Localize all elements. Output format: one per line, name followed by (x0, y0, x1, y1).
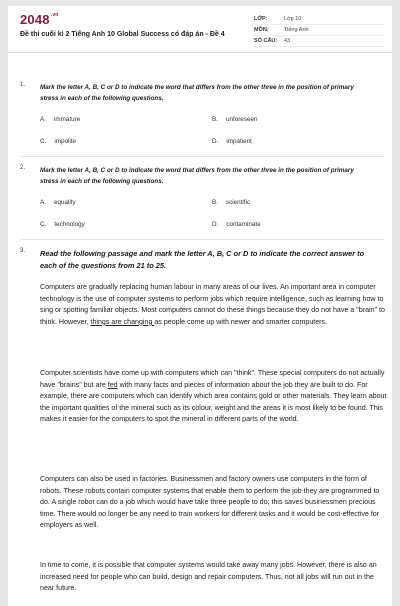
passage-paragraph-4: In time to come, it is possible that computer systems would take away many jobs. However, there is also an increased need for people who can build, design and repair computers. Thus, not all jobs will run out in the near future. (40, 561, 377, 593)
option-b[interactable] (212, 116, 257, 123)
option-letter: A. (40, 116, 46, 123)
meta-label: LỚP: (254, 16, 268, 22)
option-text: unforeseen (225, 116, 258, 123)
page-header (8, 6, 392, 53)
paragraph-text: with many facts and pieces of information about the job they are built to do. For example, there are computers which can identify which area contains gold or other materials. They learn about the important qualities of the mineral such as its colour, weight and the areas it is most likely to be found. This makes it easier for the computers to spot the mineral in different parts of the world. (40, 380, 387, 424)
question-instruction: Mark the letter A, B, C or D to indicate the word that differs from the other three in the position of primary stress in each of the following questions. (40, 167, 354, 185)
option-d[interactable] (212, 221, 261, 228)
meta-row-count (254, 36, 384, 47)
option-a[interactable] (40, 116, 80, 123)
option-text: impolite (54, 138, 77, 145)
option-letter: D. (212, 221, 219, 228)
meta-row-subject (254, 25, 384, 36)
exam-meta-table (254, 14, 384, 47)
document-title: Đề thi cuối kì 2 Tiếng Anh 10 Global Success có đáp án - Đề 4 (20, 31, 225, 38)
meta-value: Tiếng Anh (284, 27, 309, 33)
option-letter: C. (40, 138, 47, 145)
underlined-phrase: things are changing (90, 317, 155, 326)
option-d[interactable] (212, 138, 252, 145)
document-page (8, 6, 392, 606)
paragraph-text: Computers are gradually replacing human labour in many areas of our lives. An important area in computer technology is the use of computer systems to perform jobs which require intelligence, such as learning how to sing or spotting familiar objects. Most computers cannot do these things because they do not have a "brain" to think. However, (40, 283, 385, 326)
paragraph-text: as people come up with newer and smarter computers. (154, 317, 328, 326)
option-c[interactable] (40, 138, 76, 145)
question-3 (20, 248, 387, 606)
meta-row-class (254, 14, 384, 25)
logo-suffix: .vn (50, 12, 59, 18)
site-logo[interactable] (20, 12, 59, 27)
meta-label: MÔN: (254, 27, 269, 33)
option-text: impatient (226, 138, 252, 145)
question-number: 3. (20, 248, 26, 254)
option-text: equality (53, 199, 76, 206)
question-1 (20, 82, 384, 152)
question-instruction: Read the following passage and mark the letter A, B, C or D to indicate the correct answer to each of the questions from 21 to 25. (40, 249, 365, 270)
option-b[interactable] (212, 199, 250, 206)
question-number: 2. (20, 165, 26, 171)
option-letter: D. (212, 138, 219, 145)
meta-value: 43 (284, 38, 291, 44)
question-2 (20, 165, 384, 235)
option-text: scientific (225, 199, 251, 206)
option-letter: B. (212, 199, 218, 206)
question-number: 1. (20, 82, 26, 88)
meta-label: SỐ CÂU: (254, 38, 278, 44)
option-letter: B. (212, 116, 218, 123)
option-text: technology (54, 221, 85, 228)
underlined-word: fed (107, 380, 118, 389)
passage-paragraph-2 (40, 368, 390, 426)
passage-paragraph-1 (40, 282, 390, 328)
option-c[interactable] (40, 221, 85, 228)
divider (20, 156, 384, 157)
divider (20, 239, 384, 240)
option-letter: C. (40, 221, 47, 228)
paragraph-text: Computer scientists have come up with computers which can "think". These special computers do not actually have "brains" but are (40, 369, 385, 389)
option-text: contaminate (226, 221, 261, 228)
option-letter: A. (40, 199, 46, 206)
question-instruction: Mark the letter A, B, C or D to indicate the word that differs from the other three in the position of primary stress in each of the following questions. (40, 84, 354, 102)
logo-text: 2048 (20, 12, 50, 27)
meta-value: Lớp 10 (284, 16, 302, 22)
option-text: immature (53, 116, 81, 123)
option-a[interactable] (40, 199, 76, 206)
passage-paragraph-3: Computers can also be used in factories. Businessmen and factory owners use computers in the form of robots. These robots contain computer systems that enable them to perform the job they are programmed to do. A single robot can do a job which would have take three people to do; this saves businessmen precious time. There would no longer be any need to train workers for different tasks and it would be cost-effective for employers as well. (40, 475, 380, 530)
